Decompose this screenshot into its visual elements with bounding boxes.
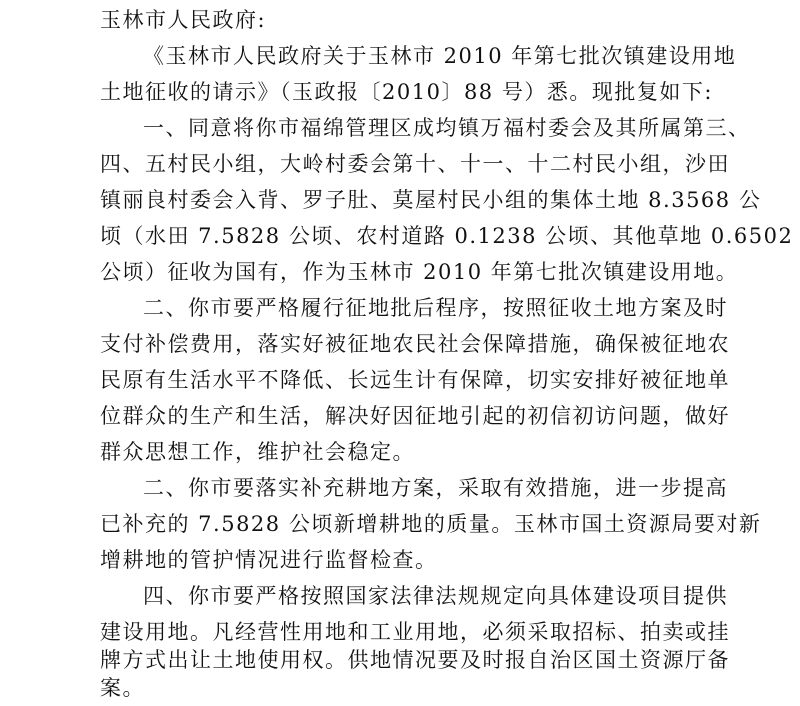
text-line: 顷（水田 7.5828 公顷、农村道路 0.1238 公顷、其他草地 0.6502 — [100, 224, 794, 248]
text-line: 支付补偿费用，落实好被征地农民社会保障措施，确保被征地农 — [100, 332, 730, 356]
text-line: 土地征收的请示》（玉政报〔2010〕88 号）悉。现批复如下: — [100, 80, 713, 104]
text-line: 增耕地的管护情况进行监督检查。 — [100, 548, 438, 572]
text-line: 建设用地。凡经营性用地和工业用地，必须采取招标、拍卖或挂 — [100, 620, 730, 644]
text-line: 一、同意将你市福绵管理区成均镇万福村委会及其所属第三、 — [143, 116, 751, 140]
salutation: 玉林市人民政府: — [100, 8, 267, 32]
text-line: 四、五村民小组，大岭村委会第十、十一、十二村民小组，沙田 — [100, 152, 730, 176]
text-line: 二、你市要严格履行征地批后程序，按照征收土地方案及时 — [143, 296, 728, 320]
text-line: 已补充的 7.5828 公顷新增耕地的质量。玉林市国土资源局要对新 — [100, 512, 762, 536]
text-line: 《玉林市人民政府关于玉林市 2010 年第七批次镇建设用地 — [143, 44, 737, 68]
text-line: 公顷）征收为国有，作为玉林市 2010 年第七批次镇建设用地。 — [100, 260, 739, 284]
text-line: 位群众的生产和生活，解决好因征地引起的初信初访问题，做好 — [100, 404, 730, 428]
text-line: 牌方式出让土地使用权。供地情况要及时报自治区国土资源厅备 — [100, 648, 730, 672]
text-line: 四、你市要严格按照国家法律法规规定向具体建设项目提供 — [143, 584, 728, 608]
text-line: 群众思想工作，维护社会稳定。 — [100, 440, 415, 464]
text-line: 民原有生活水平不降低、长远生计有保障，切实安排好被征地单 — [100, 368, 730, 392]
text-line: 二、你市要落实补充耕地方案，采取有效措施，进一步提高 — [143, 476, 728, 500]
text-line: 镇丽良村委会入背、罗子肚、莫屋村民小组的集体土地 8.3568 公 — [100, 188, 762, 212]
text-line: 案。 — [100, 676, 145, 700]
